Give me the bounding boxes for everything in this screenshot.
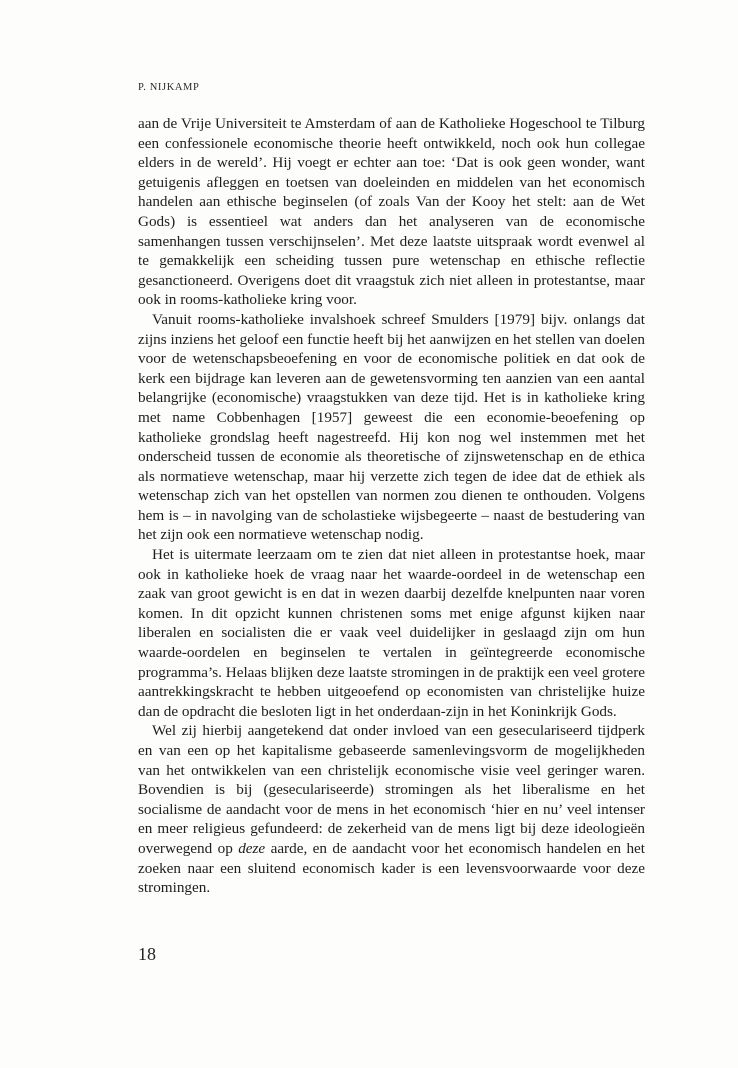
running-head-author: P. NIJKAMP <box>138 82 200 93</box>
paragraph-4 <box>138 721 645 897</box>
paragraph-2: Vanuit rooms-katholieke invalshoek schreef Smulders [1979] bijv. onlangs dat zijns inziens het geloof een functie heeft bij het aanwijzen en het stellen van doelen voor de wetenschapsbeoefening en voor de economische politiek en dat ook de kerk een bijdrage kan leveren aan de gewetensvorming ten aanzien van een aantal belangrijke (economische) vraagstukken van deze tijd. Het is in katholieke kring met name Cobbenhagen [1957] geweest die een economie-beoefening op katholieke grondslag heeft nagestreefd. Hij kon nog wel instemmen met het onderscheid tussen de economie als theoretische of zijnswetenschap en de ethica als normatieve wetenschap, maar hij verzette zich tegen de idee dat de ethiek als wetenschap zich van het opstellen van normen zou dienen te onthouden. Volgens hem is – in navolging van de scholastieke wijsbegeerte – naast de bestudering van het zijn ook een normatieve wetenschap nodig. <box>138 310 645 544</box>
body-text <box>138 114 645 898</box>
paragraph-1: aan de Vrije Universiteit te Amsterdam of aan de Katholieke Hogeschool te Tilburg een confessionele economische theorie heeft ontwikkeld, noch ook hun collegae elders in de wereld’. Hij voegt er echter aan toe: ‘Dat is ook geen wonder, want getuigenis afleggen en toetsen van doeleinden en middelen van het economisch handelen aan ethische beginselen (of zoals Van der Kooy het stelt: aan de Wet Gods) is essentieel wat anders dan het analyseren van de economische samenhangen tussen verschijnselen’. Met deze laatste uitspraak wordt evenwel al te gemakkelijk een scheiding tussen pure wetenschap en ethische reflectie gesanctioneerd. Overigens doet dit vraagstuk zich niet alleen in protestantse, maar ook in rooms-katholieke kring voor. <box>138 115 645 309</box>
page-number: 18 <box>138 944 156 964</box>
paragraph-4-lead: Wel zij hierbij aangetekend dat onder invloed van een geseculariseerd tijdperk en van een op het kapitalisme gebaseerde samenlevingsvorm de mogelijkheden van het ontwikkelen van een christelijk economische visie veel geringer waren. Bovendien is bij (geseculariseerde) stromingen als het liberalisme en het socialisme de aandacht voor de mens in het economisch ‘hier en nu’ veel intenser en meer religieus gefundeerd: de zekerheid van de mens ligt bij deze ideologieën overwegend op <box>138 722 645 857</box>
paragraph-3: Het is uitermate leerzaam om te zien dat niet alleen in protestantse hoek, maar ook in katholieke hoek de vraag naar het waarde-oordeel in de wetenschap een zaak van groot gewicht is en dat in wezen daarbij dezelfde knelpunten naar voren komen. In dit opzicht kunnen christenen soms met enige afgunst kijken naar liberalen en socialisten die er vaak veel duidelijker in geslaagd zijn om hun waarde-oordelen en beginselen te vertalen in geïntegreerde economische programma’s. Helaas blijken deze laatste stromingen in de praktijk een veel grotere aantrekkingskracht te hebben uitgeoefend op economisten van christelijke huize dan de opdracht die besloten ligt in het onderdaan-zijn in het Koninkrijk Gods. <box>138 546 645 720</box>
paragraph-4-tail: aarde, en de aandacht voor het economisch handelen en het zoeken naar een sluitend economisch kader is een levensvoorwaarde voor deze stromingen. <box>138 839 646 897</box>
emphasized-word: deze <box>238 839 266 857</box>
